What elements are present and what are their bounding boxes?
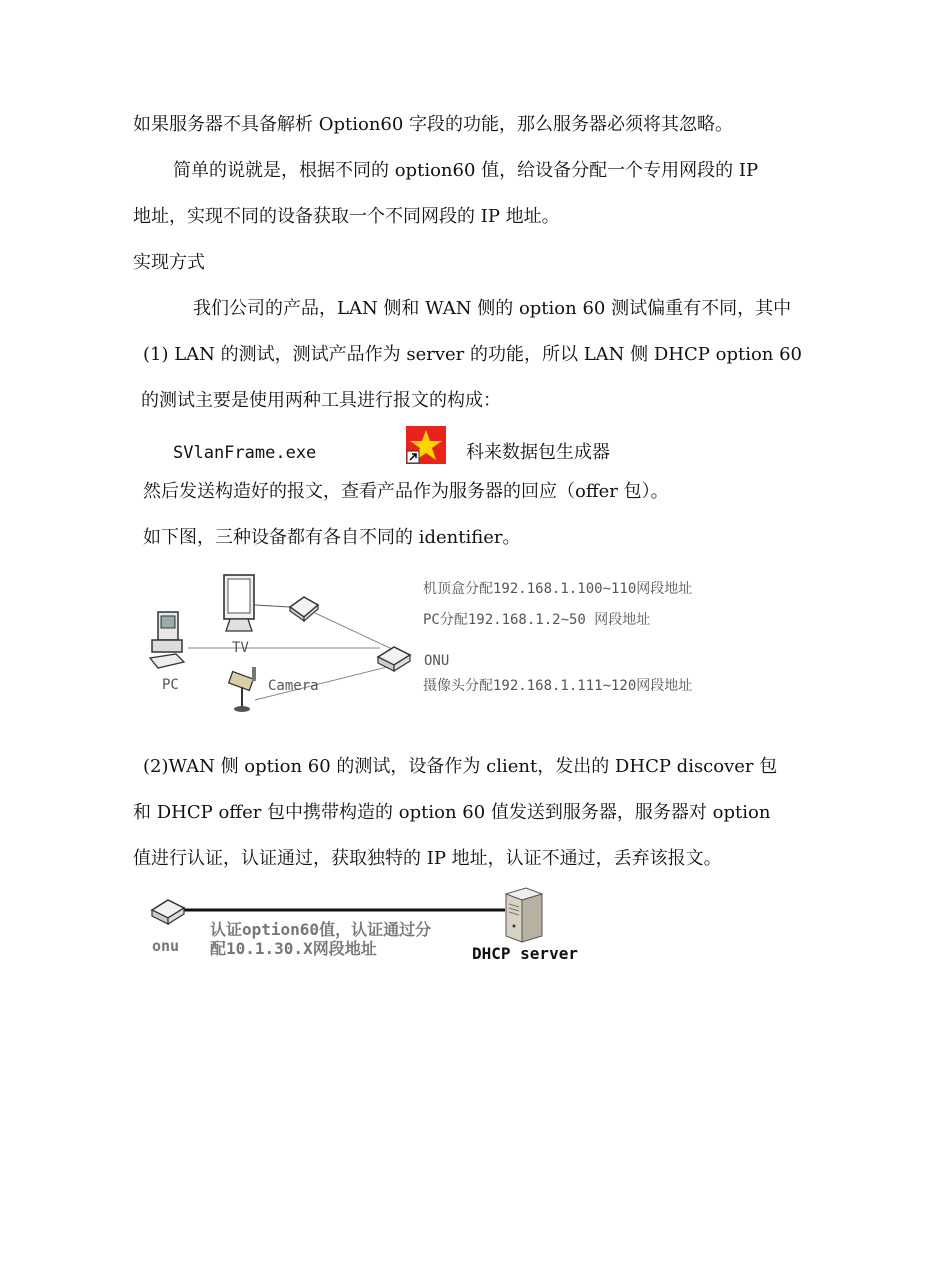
stb-range-label: 机顶盒分配192.168.1.100~110网段地址 xyxy=(423,581,693,597)
paragraph-wan-line1: (2)WAN 侧 option 60 的测试，设备作为 client，发出的 DHCP discover 包 xyxy=(143,756,778,777)
wan-auth-diagram xyxy=(140,880,620,970)
onu-device-icon xyxy=(148,894,188,928)
paragraph-test-line1: 我们公司的产品，LAN 侧和 WAN 侧的 option 60 测试偏重有不同，其中 xyxy=(193,298,792,319)
paragraph-wan-line2: 和 DHCP offer 包中携带构造的 option 60 值发送到服务器，服务器对 option xyxy=(133,802,771,823)
wan-onu-label: onu xyxy=(152,937,180,955)
paragraph-wan-line3: 值进行认证，认证通过，获取独特的 IP 地址，认证不通过，丢弃该报文。 xyxy=(133,848,722,869)
set-top-box-icon xyxy=(286,593,322,623)
paragraph-summary-line2: 地址，实现不同的设备获取一个不同网段的 IP 地址。 xyxy=(133,206,560,227)
tool-display-name: 科来数据包生成器 xyxy=(466,442,610,463)
tv-icon xyxy=(220,573,260,635)
camera-icon xyxy=(224,665,264,715)
lan-topology-diagram xyxy=(130,565,710,715)
camera-label: Camera xyxy=(268,678,319,694)
dhcp-server-label: DHCP server xyxy=(472,944,578,963)
pc-range-label: PC分配192.168.1.2~50 网段地址 xyxy=(423,612,651,628)
paragraph-offer-reply: 然后发送构造好的报文，查看产品作为服务器的回应（offer 包）。 xyxy=(143,481,669,502)
camera-range-label: 摄像头分配192.168.1.111~120网段地址 xyxy=(423,678,693,694)
auth-label-line1: 认证option60值，认证通过分 xyxy=(210,920,432,939)
section-heading: 实现方式 xyxy=(133,252,205,273)
onu-icon xyxy=(374,641,414,675)
paragraph-test-line2: (1) LAN 的测试，测试产品作为 server 的功能，所以 LAN 侧 DHCP option 60 xyxy=(143,344,803,365)
paragraph-summary-line1: 简单的说就是，根据不同的 option60 值，给设备分配一个专用网段的 IP xyxy=(173,160,759,181)
paragraph-option60-ignore: 如果服务器不具备解析 Option60 字段的功能，那么服务器必须将其忽略。 xyxy=(133,114,734,135)
packet-generator-icon[interactable] xyxy=(406,426,446,464)
tool-exe-name: SVlanFrame.exe xyxy=(173,443,317,463)
onu-label: ONU xyxy=(424,653,450,669)
auth-label-line2: 配10.1.30.X网段地址 xyxy=(210,939,377,958)
pc-icon xyxy=(148,610,190,670)
tv-label: TV xyxy=(232,640,249,656)
pc-label: PC xyxy=(162,677,179,693)
paragraph-test-line3: 的测试主要是使用两种工具进行报文的构成： xyxy=(141,390,501,411)
server-icon xyxy=(500,886,546,944)
paragraph-identifier: 如下图，三种设备都有各自不同的 identifier。 xyxy=(143,527,521,548)
